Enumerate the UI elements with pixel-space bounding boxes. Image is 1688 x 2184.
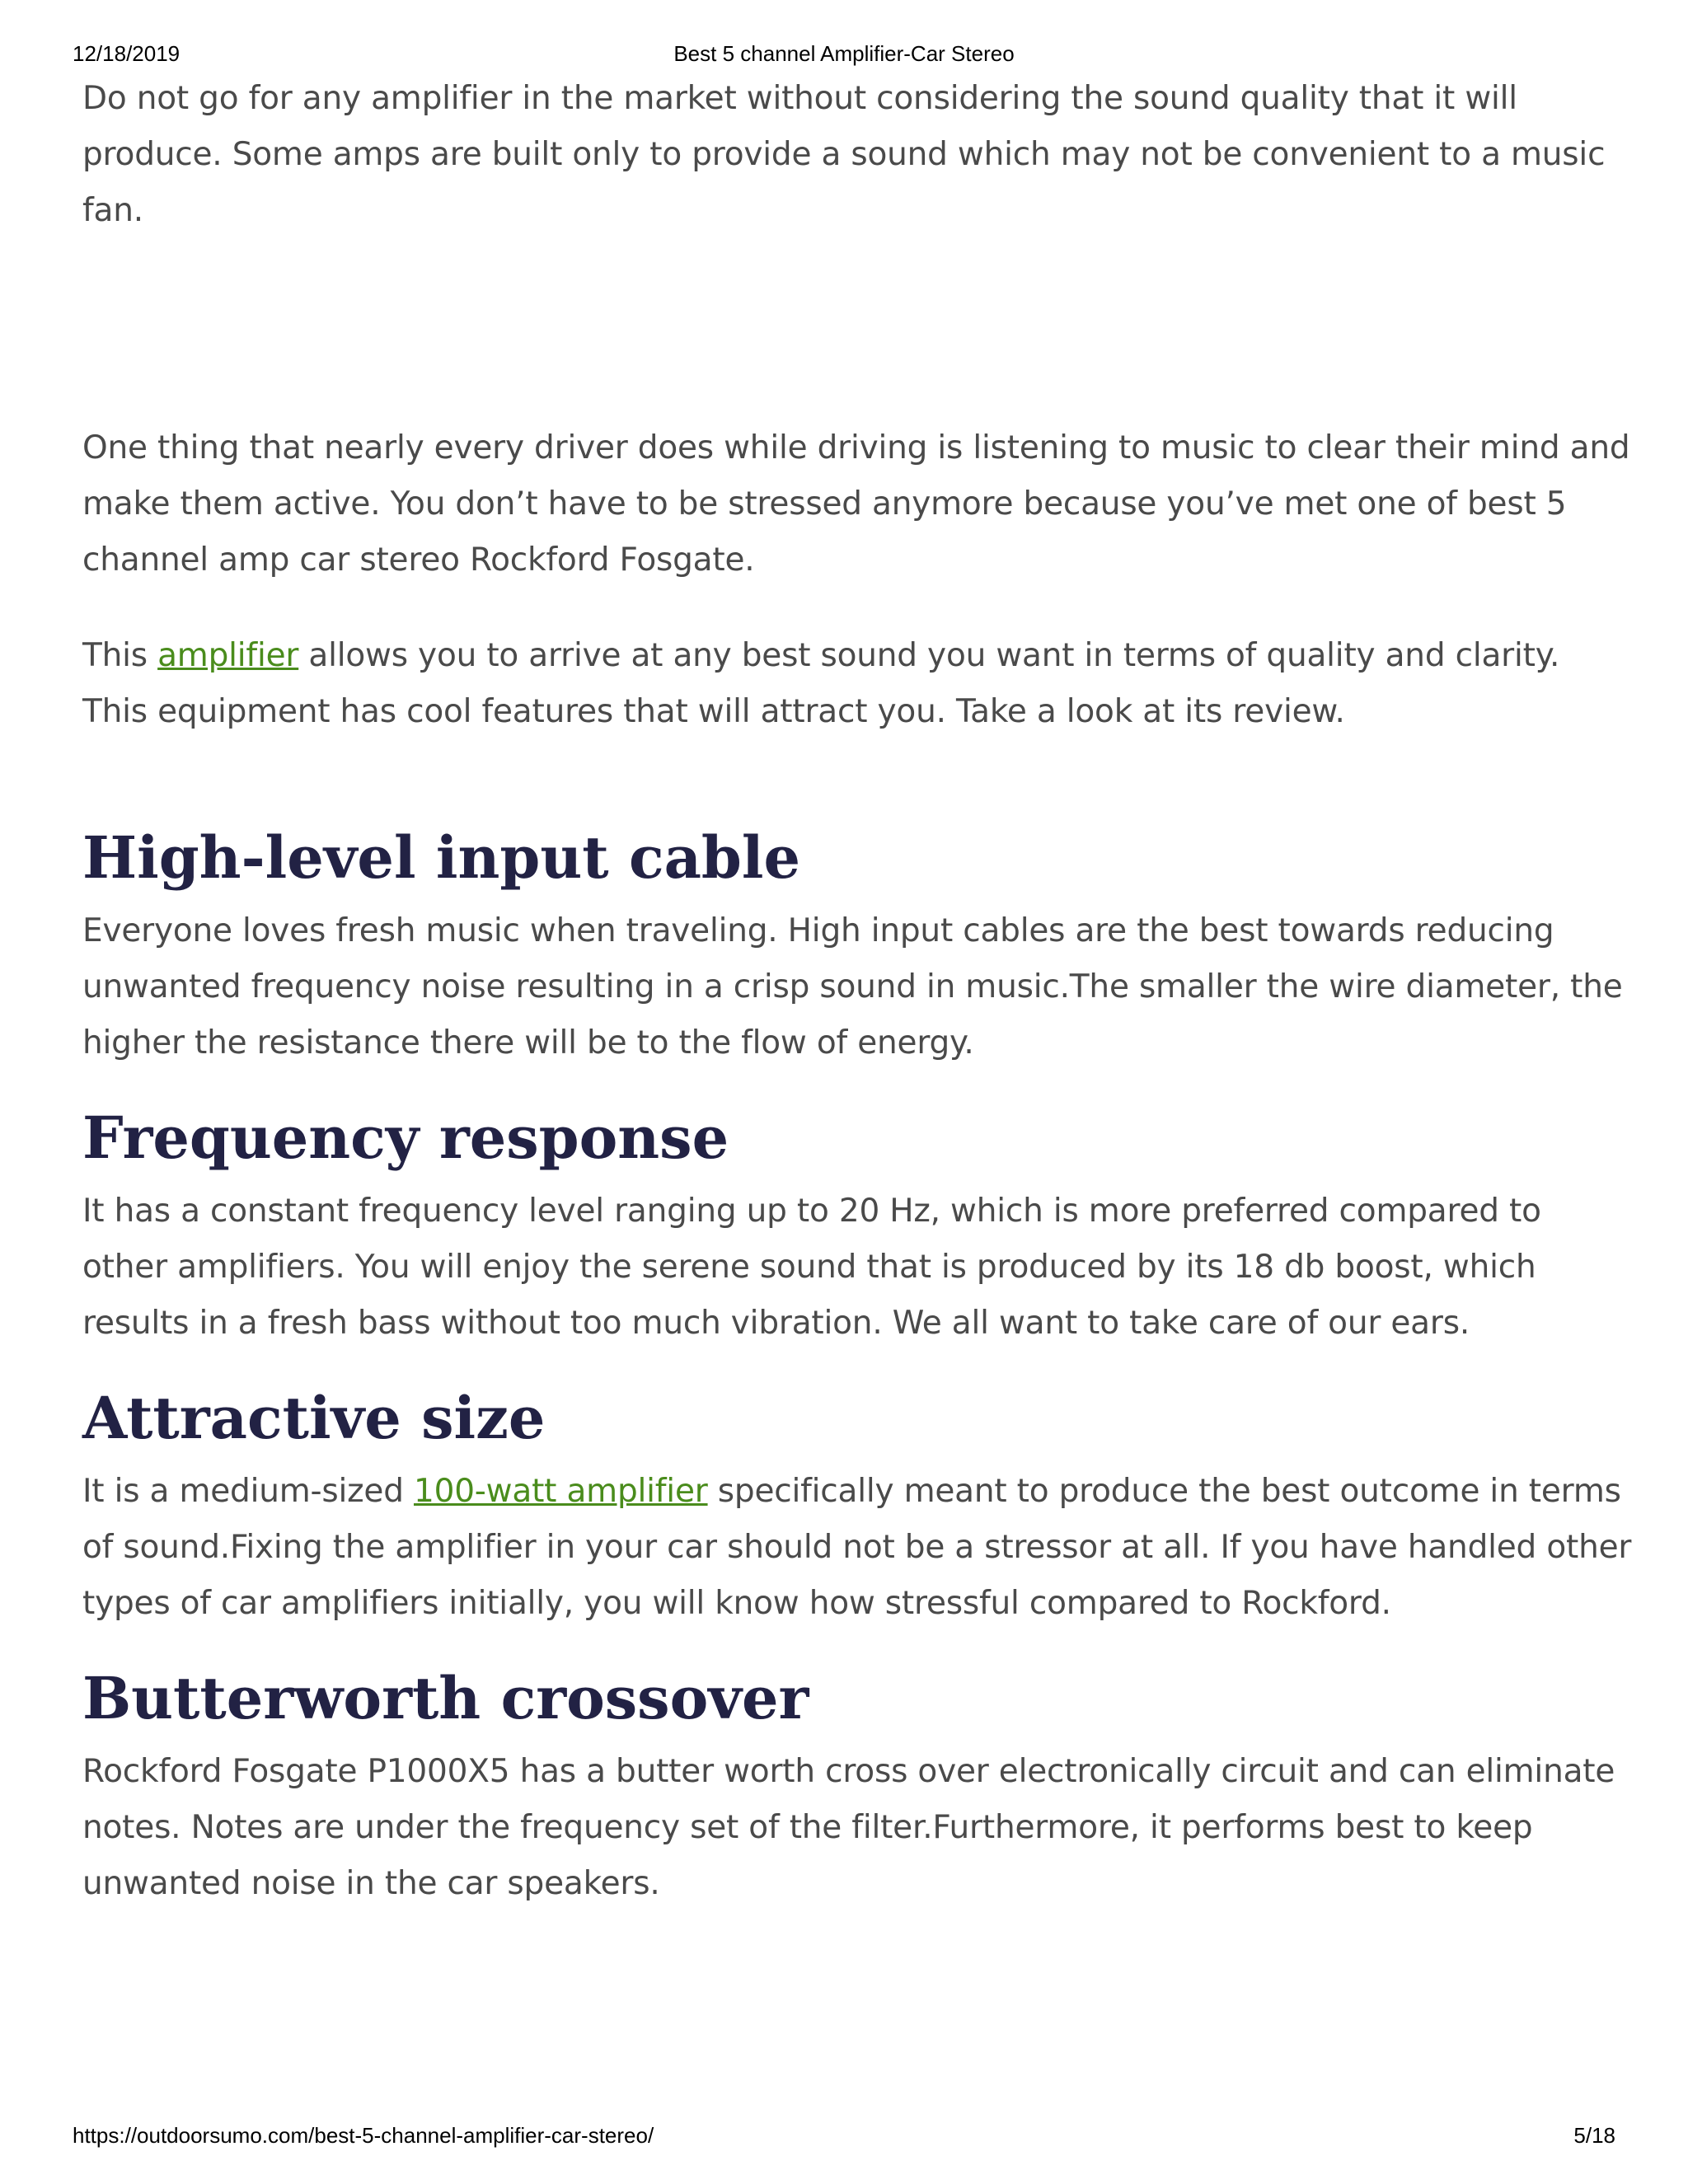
print-url: https://outdoorsumo.com/best-5-channel-amplifier-car-stereo/ (73, 2123, 654, 2148)
print-page-title: Best 5 channel Amplifier-Car Stereo (673, 41, 1015, 66)
heading-high-level-input-cable: High-level input cable (82, 823, 801, 892)
print-date: 12/18/2019 (73, 41, 181, 66)
amplifier-paragraph-text-after: allows you to arrive at any best sound you want in terms of quality and clarity. This equipment has cool features that will attract you. Take a look at its review. (82, 637, 1560, 730)
article-content (82, 71, 1632, 1912)
print-page-number: 5/18 (1573, 2123, 1615, 2148)
attractive-size-text (82, 1464, 1632, 1632)
butterworth-crossover-text: Rockford Fosgate P1000X5 has a butter worth cross over electronically circuit and can eliminate notes. Notes are under the frequency set of the filter.Furthermore, it performs best to keep unwanted noise in the car speakers. (82, 1753, 1615, 1902)
amplifier-paragraph-text-before: This (82, 637, 158, 674)
100-watt-amplifier-link[interactable]: 100-watt amplifier (413, 1473, 708, 1510)
attractive-size-text-after: specifically meant to produce the best outcome in terms of sound.Fixing the amplifier in your car should not be a stressor at all. If you have handled other types of car amplifiers initially, you will know how stressful compared to Rockford. (82, 1473, 1632, 1622)
frequency-response-text: It has a constant frequency level ranging up to 20 Hz, which is more preferred compared to other amplifiers. You will enjoy the serene sound that is produced by its 18 db boost, which results in a fresh bass without too much vibration. We all want to take care of our ears. (82, 1193, 1541, 1342)
heading-attractive-size: Attractive size (82, 1384, 546, 1452)
amplifier-paragraph (82, 628, 1632, 740)
intro-paragraph: Do not go for any amplifier in the market without considering the sound quality that it will produce. Some amps are built only to provide a sound which may not be convenient to a music fan. (82, 80, 1606, 229)
heading-butterworth-crossover: Butterworth crossover (82, 1664, 809, 1732)
amplifier-link[interactable]: amplifier (157, 637, 299, 674)
attractive-size-text-before: It is a medium-sized (82, 1473, 414, 1510)
high-level-input-cable-text: Everyone loves fresh music when traveling. High input cables are the best towards reducing unwanted frequency noise resulting in a crisp sound in music.The smaller the wire diameter, the higher the resistance there will be to the flow of energy. (82, 912, 1623, 1062)
heading-frequency-response: Frequency response (82, 1104, 729, 1172)
driver-paragraph: One thing that nearly every driver does while driving is listening to music to clear their mind and make them active. You don’t have to be stressed anymore because you’ve met one of best 5 channel amp car stereo Rockford Fosgate. (82, 429, 1630, 579)
